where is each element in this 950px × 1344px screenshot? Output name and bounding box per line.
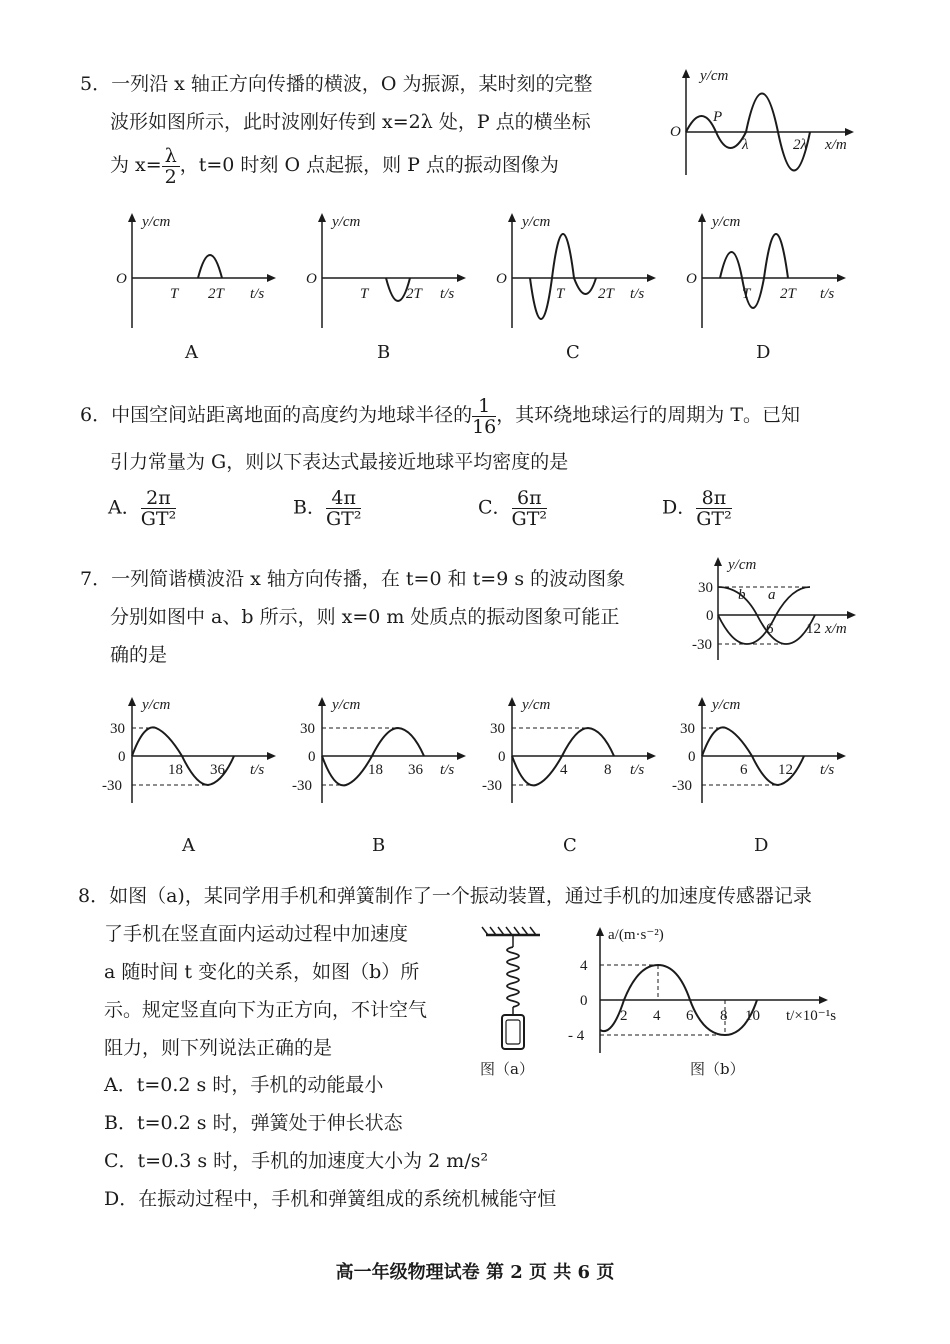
q7c-xlabel: t/s	[630, 762, 645, 778]
q5-option-a-label: A	[185, 342, 198, 363]
q7c-ybot: -30	[482, 778, 502, 794]
q8-fig-a-caption: 图（a）	[480, 1060, 534, 1078]
q8-line-4: 示。规定竖直向下为正方向，不计空气	[104, 999, 428, 1021]
q7a-xlabel: t/s	[250, 762, 265, 778]
q5b-tick-2t: 2T	[406, 286, 422, 302]
q8-line-3: a 随时间 t 变化的关系，如图（b）所	[104, 961, 420, 983]
q8b-xlabel: t/×10⁻¹s	[786, 1008, 837, 1024]
q7d-yzero: 0	[688, 749, 696, 765]
q5b-origin: O	[306, 271, 317, 287]
q5-fraction	[162, 146, 180, 187]
q5-frac-den: 2	[164, 165, 177, 188]
q7c-ytop: 30	[490, 721, 505, 737]
q5d-origin: O	[686, 271, 697, 287]
q7-wave-ylabel: y/cm	[728, 557, 757, 573]
q5-line-3-pre: 为 x=	[110, 154, 162, 176]
q6-option-b	[293, 488, 361, 529]
q5d-tick-2t: 2T	[780, 286, 796, 302]
page-footer: 高一年级物理试卷 第 2 页 共 6 页	[335, 1262, 615, 1283]
q5a-xlabel: t/s	[250, 286, 265, 302]
q7-line-3: 确的是	[110, 644, 168, 666]
q7-option-b-label: B	[372, 835, 386, 856]
q7d-tick-2: 12	[778, 762, 793, 778]
q6-option-b-letter: B．	[293, 496, 326, 519]
q5-line-1: 5．一列沿 x 轴正方向传播的横波，O 为振源，某时刻的完整	[80, 73, 593, 95]
q5-graph-d	[680, 210, 850, 335]
q7a-ytop: 30	[110, 721, 125, 737]
q6-option-d-num: 8π	[696, 488, 731, 509]
q8-spring-figure	[480, 925, 550, 1055]
q5d-xlabel: t/s	[820, 286, 835, 302]
q7d-xlabel: t/s	[820, 762, 835, 778]
q6-option-a-num: 2π	[141, 488, 176, 509]
q5-graph-b	[300, 210, 470, 335]
q5b-ylabel: y/cm	[332, 214, 361, 230]
q7b-ytop: 30	[300, 721, 315, 737]
q6-option-d-fraction	[696, 488, 731, 529]
q7-graph-d	[670, 695, 850, 805]
q7-option-c-label: C	[563, 835, 577, 856]
q7c-ylabel: y/cm	[522, 697, 551, 713]
q6-line-1-post: ，其环绕地球运行的周期为 T。已知	[496, 404, 800, 426]
q7b-tick-1: 18	[368, 762, 383, 778]
q8-line-1: 8．如图（a)，某同学用手机和弹簧制作了一个振动装置，通过手机的加速度传感器记录	[78, 885, 812, 907]
q6-line-2: 引力常量为 G，则以下表达式最接近地球平均密度的是	[110, 451, 569, 473]
q5-line-2: 波形如图所示，此时波刚好传到 x=2λ 处，P 点的横坐标	[110, 111, 591, 133]
q8b-tick-8: 8	[720, 1008, 728, 1024]
q7a-tick-1: 18	[168, 762, 183, 778]
q6-option-c	[478, 488, 547, 529]
q6-option-a-den: GT²	[140, 508, 177, 530]
q5d-ylabel: y/cm	[712, 214, 741, 230]
q5-option-b-label: B	[377, 342, 391, 363]
q6-option-d	[662, 488, 732, 529]
q7d-ylabel: y/cm	[712, 697, 741, 713]
q6-option-d-letter: D．	[662, 496, 697, 519]
q7-option-d-label: D	[754, 835, 769, 856]
q5b-xlabel: t/s	[440, 286, 455, 302]
q7-wave-xlabel: x/m	[825, 621, 847, 637]
q7c-tick-2: 8	[604, 762, 612, 778]
q7a-tick-2: 36	[210, 762, 225, 778]
q5a-origin: O	[116, 271, 127, 287]
q6-option-c-letter: C．	[478, 496, 512, 519]
q8-option-c: C．t=0.3 s 时，手机的加速度大小为 2 m/s²	[104, 1150, 489, 1172]
q5-wave-xlabel: x/m	[825, 137, 847, 153]
q8-fig-b-caption: 图（b）	[690, 1060, 745, 1078]
q7-line-2: 分别如图中 a、b 所示，则 x=0 m 处质点的振动图象可能正	[110, 606, 620, 628]
q7a-ybot: -30	[102, 778, 122, 794]
q7c-yzero: 0	[498, 749, 506, 765]
q8b-ylabel: a/(m·s⁻²)	[608, 927, 664, 943]
q5a-ylabel: y/cm	[142, 214, 171, 230]
q5-frac-num: λ	[162, 146, 180, 167]
q6-option-c-fraction	[512, 488, 547, 529]
q7-wave-x2: 12	[806, 621, 821, 637]
q6-line-1-pre: 6．中国空间站距离地面的高度约为地球半径的	[80, 404, 473, 426]
q5-graph-c	[490, 210, 660, 335]
q5-wave-ylabel: y/cm	[700, 68, 729, 84]
q8b-tick-2: 2	[620, 1008, 628, 1024]
q8-line-2: 了手机在竖直面内运动过程中加速度	[104, 923, 409, 945]
q5-option-d-label: D	[756, 342, 771, 363]
q7-wave-curve-a: a	[768, 587, 776, 603]
q7-wave-figure	[680, 555, 865, 665]
q8b-tick-10: 10	[745, 1008, 760, 1024]
q5-wave-figure	[660, 65, 860, 185]
q7b-ylabel: y/cm	[332, 697, 361, 713]
q7-graph-c	[480, 695, 660, 805]
q5-line-3	[110, 145, 559, 187]
q7c-tick-1: 4	[560, 762, 568, 778]
q6-fraction	[472, 396, 496, 437]
q5-line-3-post: ，t=0 时刻 O 点起振，则 P 点的振动图像为	[179, 154, 559, 176]
q6-option-d-den: GT²	[696, 508, 732, 530]
q7d-ybot: -30	[672, 778, 692, 794]
q6-line-1	[80, 393, 800, 437]
q6-option-c-den: GT²	[511, 508, 548, 530]
q6-option-a	[108, 488, 176, 529]
q6-frac-den: 16	[472, 415, 497, 438]
q6-frac-num: 1	[472, 396, 496, 417]
q8-option-d: D．在振动过程中，手机和弹簧组成的系统机械能守恒	[104, 1188, 557, 1210]
q7d-ytop: 30	[680, 721, 695, 737]
q6-option-a-letter: A．	[108, 496, 141, 519]
q8-option-b: B．t=0.2 s 时，弹簧处于伸长状态	[104, 1112, 403, 1134]
q5-wave-origin: O	[670, 124, 681, 140]
q8-acceleration-graph	[560, 925, 860, 1055]
q5a-tick-2t: 2T	[208, 286, 224, 302]
q7-option-a-label: A	[182, 835, 195, 856]
q7b-tick-2: 36	[408, 762, 423, 778]
q8b-ytop: 4	[580, 958, 588, 974]
q7-wave-yzero: 0	[706, 608, 714, 624]
q7a-yzero: 0	[118, 749, 126, 765]
q7-graph-b	[290, 695, 470, 805]
q5-option-c-label: C	[566, 342, 580, 363]
q7b-ybot: -30	[292, 778, 312, 794]
q5-wave-tick-2lambda: 2λ	[793, 137, 807, 153]
q5c-ylabel: y/cm	[522, 214, 551, 230]
q6-option-b-num: 4π	[326, 488, 361, 509]
q5c-xlabel: t/s	[630, 286, 645, 302]
q7-graph-a	[100, 695, 280, 805]
q7a-ylabel: y/cm	[142, 697, 171, 713]
q5b-tick-t: T	[360, 286, 369, 302]
q5d-tick-t: T	[742, 286, 751, 302]
q7-wave-ybot: -30	[692, 637, 712, 653]
q5-wave-p: P	[713, 109, 723, 125]
q5c-tick-t: T	[556, 286, 565, 302]
q5a-tick-t: T	[170, 286, 179, 302]
q7-wave-x1: 6	[766, 621, 774, 637]
q7b-xlabel: t/s	[440, 762, 455, 778]
q8b-yzero: 0	[580, 993, 588, 1009]
q5-wave-tick-lambda: λ	[742, 137, 749, 153]
q8-line-5: 阻力，则下列说法正确的是	[104, 1037, 333, 1059]
q6-option-a-fraction	[141, 488, 176, 529]
q6-option-c-num: 6π	[512, 488, 547, 509]
q8b-ybot: - 4	[568, 1028, 585, 1044]
q7b-yzero: 0	[308, 749, 316, 765]
q5-graph-a	[110, 210, 280, 335]
q6-option-b-fraction	[326, 488, 361, 529]
q8-option-a: A．t=0.2 s 时，手机的动能最小	[104, 1074, 384, 1096]
q6-option-b-den: GT²	[325, 508, 362, 530]
q8b-tick-4: 4	[653, 1008, 661, 1024]
q5c-origin: O	[496, 271, 507, 287]
q5c-tick-2t: 2T	[598, 286, 614, 302]
q7-line-1: 7．一列简谐横波沿 x 轴方向传播，在 t=0 和 t=9 s 的波动图象	[80, 568, 626, 590]
q7d-tick-1: 6	[740, 762, 748, 778]
q7-wave-curve-b: b	[738, 587, 746, 603]
q7-wave-ytop: 30	[698, 580, 713, 596]
q8b-tick-6: 6	[686, 1008, 694, 1024]
